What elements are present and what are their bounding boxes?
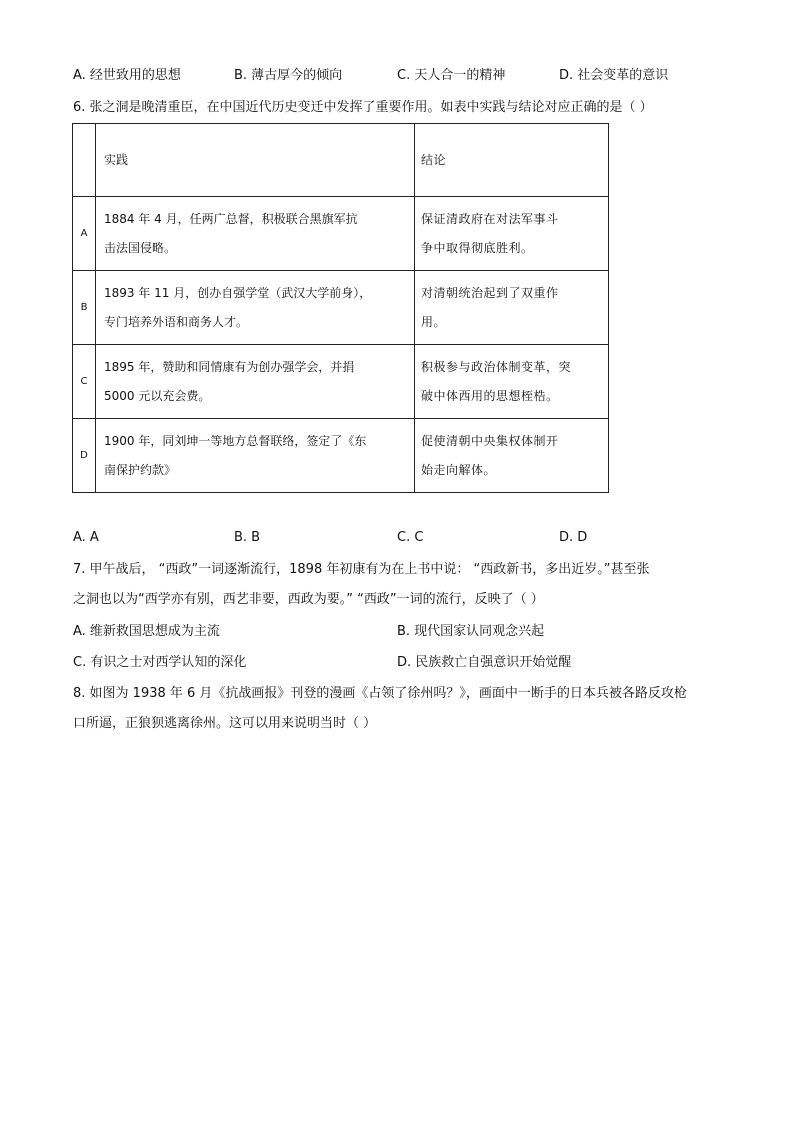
row-practice (96, 197, 415, 271)
row-practice-line-2: 专门培养外语和商务人才。 (104, 314, 249, 329)
row-practice (96, 345, 415, 419)
table-header-conclusion: 结论 (415, 124, 609, 197)
table-row (73, 419, 609, 493)
q6-option-a: A. A (73, 530, 99, 545)
table-row (73, 271, 609, 345)
row-conclusion (415, 419, 609, 493)
row-practice (96, 271, 415, 345)
row-conclusion-line-2: 争中取得彻底胜利。 (421, 240, 534, 255)
row-conclusion (415, 345, 609, 419)
row-letter: D (73, 419, 96, 493)
table-header-row (73, 124, 609, 197)
row-conclusion-line-1: 促使清朝中央集权体制开 (421, 433, 559, 448)
row-practice-line-1: 1893 年 11 月，创办自强学堂（武汉大学前身）， (104, 285, 372, 300)
q7-option-b: B. 现代国家认同观念兴起 (397, 624, 545, 639)
table-header-practice: 实践 (96, 124, 415, 197)
q8-stem-line-2: 口所逼，正狼狈逃离徐州。这可以用来说明当时（ ） (73, 716, 377, 731)
q7-stem-line-2: 之洞也以为“西学亦有别，西艺非要，西政为要。” “西政”一词的流行，反映了（ ） (73, 592, 544, 607)
row-conclusion-line-1: 对清朝统治起到了双重作 (421, 285, 559, 300)
q7-option-a: A. 维新救国思想成为主流 (73, 624, 220, 639)
row-conclusion (415, 197, 609, 271)
q5-option-c: C. 天人合一的精神 (397, 68, 506, 83)
row-practice-line-2: 5000 元以充会费。 (104, 388, 211, 403)
q7-option-c: C. 有识之士对西学认知的深化 (73, 655, 247, 670)
table-row (73, 197, 609, 271)
row-practice-line-1: 1900 年，同刘坤一等地方总督联络，签定了《东 (104, 433, 367, 448)
row-letter: A (73, 197, 96, 271)
row-practice-line-1: 1884 年 4 月，任两广总督，积极联合黑旗军抗 (104, 211, 358, 226)
row-practice-line-2: 南保护约款》 (104, 462, 177, 477)
row-letter: B (73, 271, 96, 345)
q7-stem-line-1: 7. 甲午战后， “西政”一词逐渐流行，1898 年初康有为在上书中说： “西政新书，多出近岁。”甚至张 (73, 562, 650, 577)
row-conclusion-line-2: 始走向解体。 (421, 462, 497, 477)
row-conclusion-line-2: 破中体西用的思想桎梏。 (421, 388, 559, 403)
q5-option-d: D. 社会变革的意识 (559, 68, 669, 83)
row-letter: C (73, 345, 96, 419)
q6-option-d: D. D (559, 530, 588, 545)
table-row (73, 345, 609, 419)
q6-option-b: B. B (234, 530, 261, 545)
q5-option-b: B. 薄古厚今的倾向 (234, 68, 343, 83)
q6-table (72, 123, 609, 493)
q5-option-a: A. 经世致用的思想 (73, 68, 181, 83)
row-practice (96, 419, 415, 493)
row-conclusion-line-1: 保证清政府在对法军事斗 (421, 211, 559, 226)
row-practice-line-1: 1895 年，赞助和同情康有为创办强学会，并捐 (104, 359, 355, 374)
q6-stem: 6. 张之洞是晚清重臣，在中国近代历史变迁中发挥了重要作用。如表中实践与结论对应正确的是（ ） (73, 100, 653, 115)
q6-option-c: C. C (397, 530, 424, 545)
row-practice-line-2: 击法国侵略。 (104, 240, 177, 255)
row-conclusion-line-2: 用。 (421, 314, 447, 329)
row-conclusion (415, 271, 609, 345)
table-header-blank (73, 124, 96, 197)
q8-stem-line-1: 8. 如图为 1938 年 6 月《抗战画报》刊登的漫画《占领了徐州吗？》，画面中一断手的日本兵被各路反攻枪 (73, 686, 687, 701)
q7-option-d: D. 民族救亡自强意识开始觉醒 (397, 655, 572, 670)
row-conclusion-line-1: 积极参与政治体制变革，突 (421, 359, 572, 374)
